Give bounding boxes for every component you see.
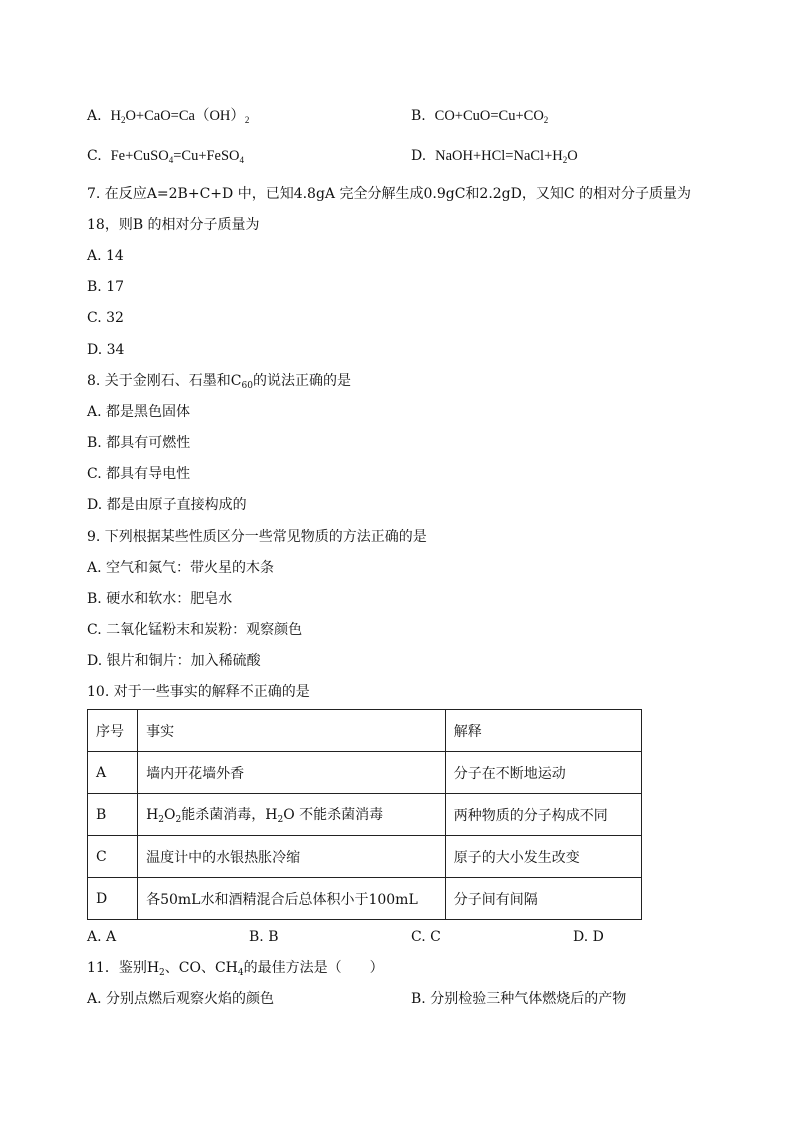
q10-stem: 10. 对于一些事实的解释不正确的是 xyxy=(87,684,310,700)
q9-option-b: B. 硬水和软水：肥皂水 xyxy=(87,591,233,607)
q8-option-d: D. 都是由原子直接构成的 xyxy=(87,497,247,513)
q8-option-b: B. 都具有可燃性 xyxy=(87,435,191,451)
q8-option-a: A. 都是黑色固体 xyxy=(87,404,191,420)
q10-facts-table xyxy=(87,709,642,920)
q9-stem: 9. 下列根据某些性质区分一些常见物质的方法正确的是 xyxy=(87,529,427,545)
q8-option-c: C. 都具有导电性 xyxy=(87,466,191,482)
q7-option-c: C. 32 xyxy=(87,310,124,326)
q7-option-d: D. 34 xyxy=(87,342,125,358)
q11-stem: 11．鉴别$H_2$、CO、$CH_4$的最佳方法是（ ） xyxy=(87,960,384,978)
q7-option-a: A. 14 xyxy=(87,248,124,264)
q11-option-b: B. 分别检验三种气体燃烧后的产物 xyxy=(411,991,627,1007)
q6-option-a: A. $H_2O+CaO=Ca(OH)_2$ xyxy=(87,108,250,125)
q9-option-c: C. 二氧化锰粉末和炭粉：观察颜色 xyxy=(87,622,303,638)
header-explain: 解释 xyxy=(445,710,641,752)
table-header-row xyxy=(88,710,642,752)
q9-option-d: D. 银片和铜片：加入稀硫酸 xyxy=(87,653,261,669)
table-row: A 墙内开花墙外香 分子在不断地运动 xyxy=(88,752,642,794)
q10-option-a: A. A xyxy=(87,929,117,945)
q10-option-d: D. D xyxy=(573,929,604,945)
q10-option-b: B. B xyxy=(249,929,279,945)
table-row: C 温度计中的水银热胀冷缩 原子的大小发生改变 xyxy=(88,836,642,878)
q6-option-c: C. Fe+CuSO$_4$=Cu+FeSO$_4$ xyxy=(87,148,245,165)
q9-option-a: A. 空气和氮气：带火星的木条 xyxy=(87,560,275,576)
header-fact: 事实 xyxy=(138,710,446,752)
q7-stem-line2: 18，则B 的相对分子质量为 xyxy=(87,217,260,233)
header-id: 序号 xyxy=(88,710,138,752)
table-row: D 各50mL水和酒精混合后总体积小于100mL 分子间有间隔 xyxy=(88,878,642,920)
q8-stem: 8. 关于金刚石、石墨和$C_{60}$的说法正确的是 xyxy=(87,373,351,391)
table-row: B $H_2O_2$能杀菌消毒，$H_2O$ 不能杀菌消毒 两种物质的分子构成不同 xyxy=(88,794,642,836)
q11-option-a: A. 分别点燃后观察火焰的颜色 xyxy=(87,991,275,1007)
q10-option-c: C. C xyxy=(411,929,441,945)
q6-option-d: D. $NaOH+HCl=NaCl+H_2O$ xyxy=(411,148,578,165)
q7-stem-line1: 7. 在反应A=2B+C+D 中，已知4.8gA 完全分解生成0.9gC和2.2gD，又知C 的相对分子质量为 xyxy=(87,186,692,202)
q6-option-b: B. $CO+CuO=Cu+CO_2$ xyxy=(411,108,549,125)
q7-option-b: B. 17 xyxy=(87,279,125,295)
